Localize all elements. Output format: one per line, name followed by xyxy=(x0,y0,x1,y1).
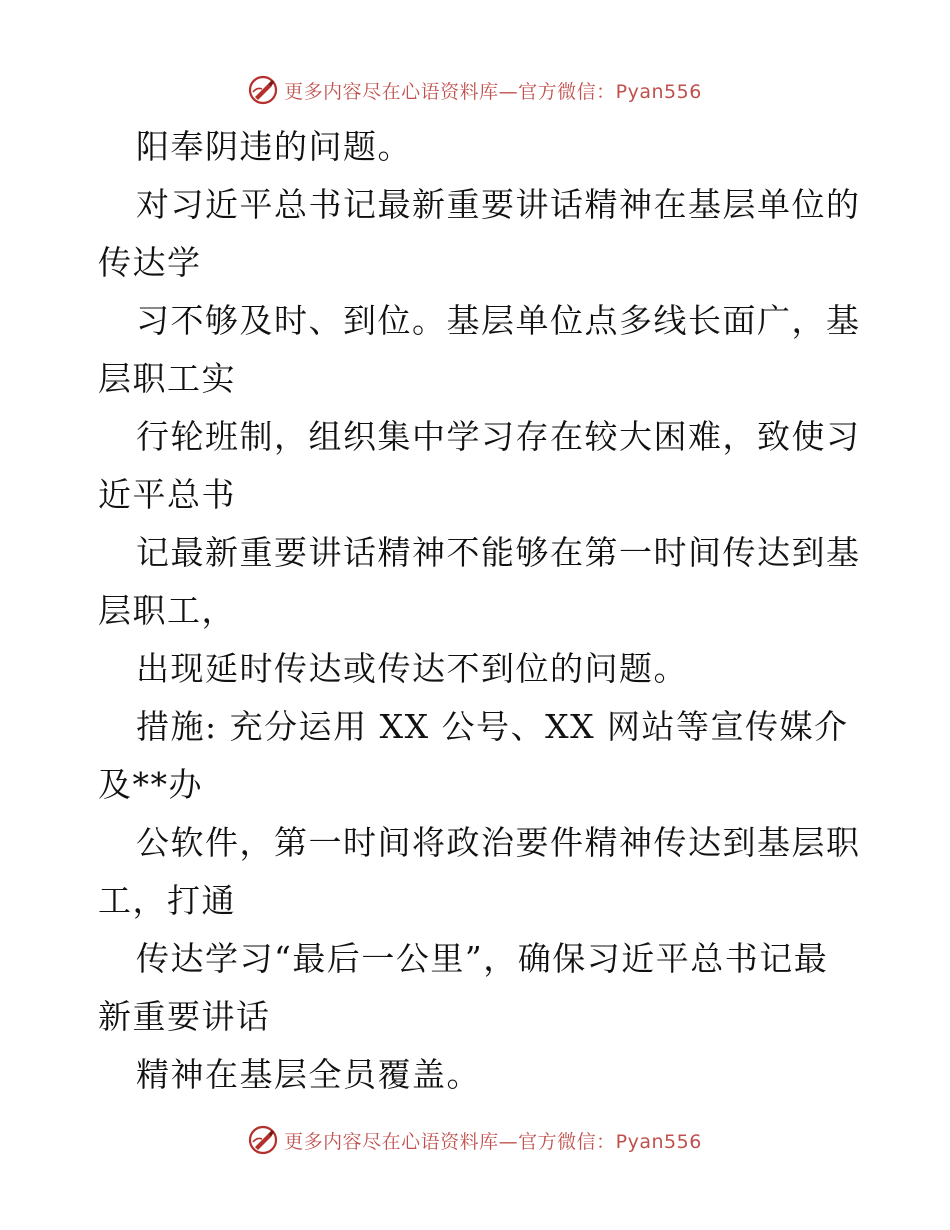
text-line: 精神在基层全员覆盖。 xyxy=(136,1055,481,1094)
text-line: 传达学习“最后一公里”，确保习近平总书记最 xyxy=(136,939,829,978)
pen-logo-icon xyxy=(248,75,278,105)
watermark-header xyxy=(0,70,950,110)
text-line: 层职工， xyxy=(98,591,236,630)
pen-logo-icon xyxy=(248,1125,278,1155)
text-line: 出现延时传达或传达不到位的问题。 xyxy=(136,649,688,688)
text-line: 措施: 充分运用 XX 公号、XX 网站等宣传媒介 xyxy=(136,707,849,746)
text-line: 新重要讲话 xyxy=(98,997,271,1036)
text-line: 传达学 xyxy=(98,243,202,282)
text-line: 近平总书 xyxy=(98,475,236,514)
text-line: 公软件，第一时间将政治要件精神传达到基层职 xyxy=(136,823,861,862)
watermark-footer xyxy=(0,1120,950,1160)
watermark-text: 更多内容尽在心语资料库—官方微信：Pyan556 xyxy=(284,80,702,103)
text-line: 行轮班制，组织集中学习存在较大困难，致使习 xyxy=(136,417,861,456)
text-line: 对习近平总书记最新重要讲话精神在基层单位的 xyxy=(136,185,861,224)
text-line: 及**办 xyxy=(98,765,203,804)
text-line: 阳奉阴违的问题。 xyxy=(136,127,412,166)
watermark-text: 更多内容尽在心语资料库—官方微信：Pyan556 xyxy=(284,1130,702,1153)
document-body xyxy=(98,118,861,1104)
text-line: 记最新重要讲话精神不能够在第一时间传达到基 xyxy=(136,533,861,572)
text-line: 层职工实 xyxy=(98,359,236,398)
text-line: 工，打通 xyxy=(98,881,236,920)
text-line: 习不够及时、到位。基层单位点多线长面广，基 xyxy=(136,301,861,340)
